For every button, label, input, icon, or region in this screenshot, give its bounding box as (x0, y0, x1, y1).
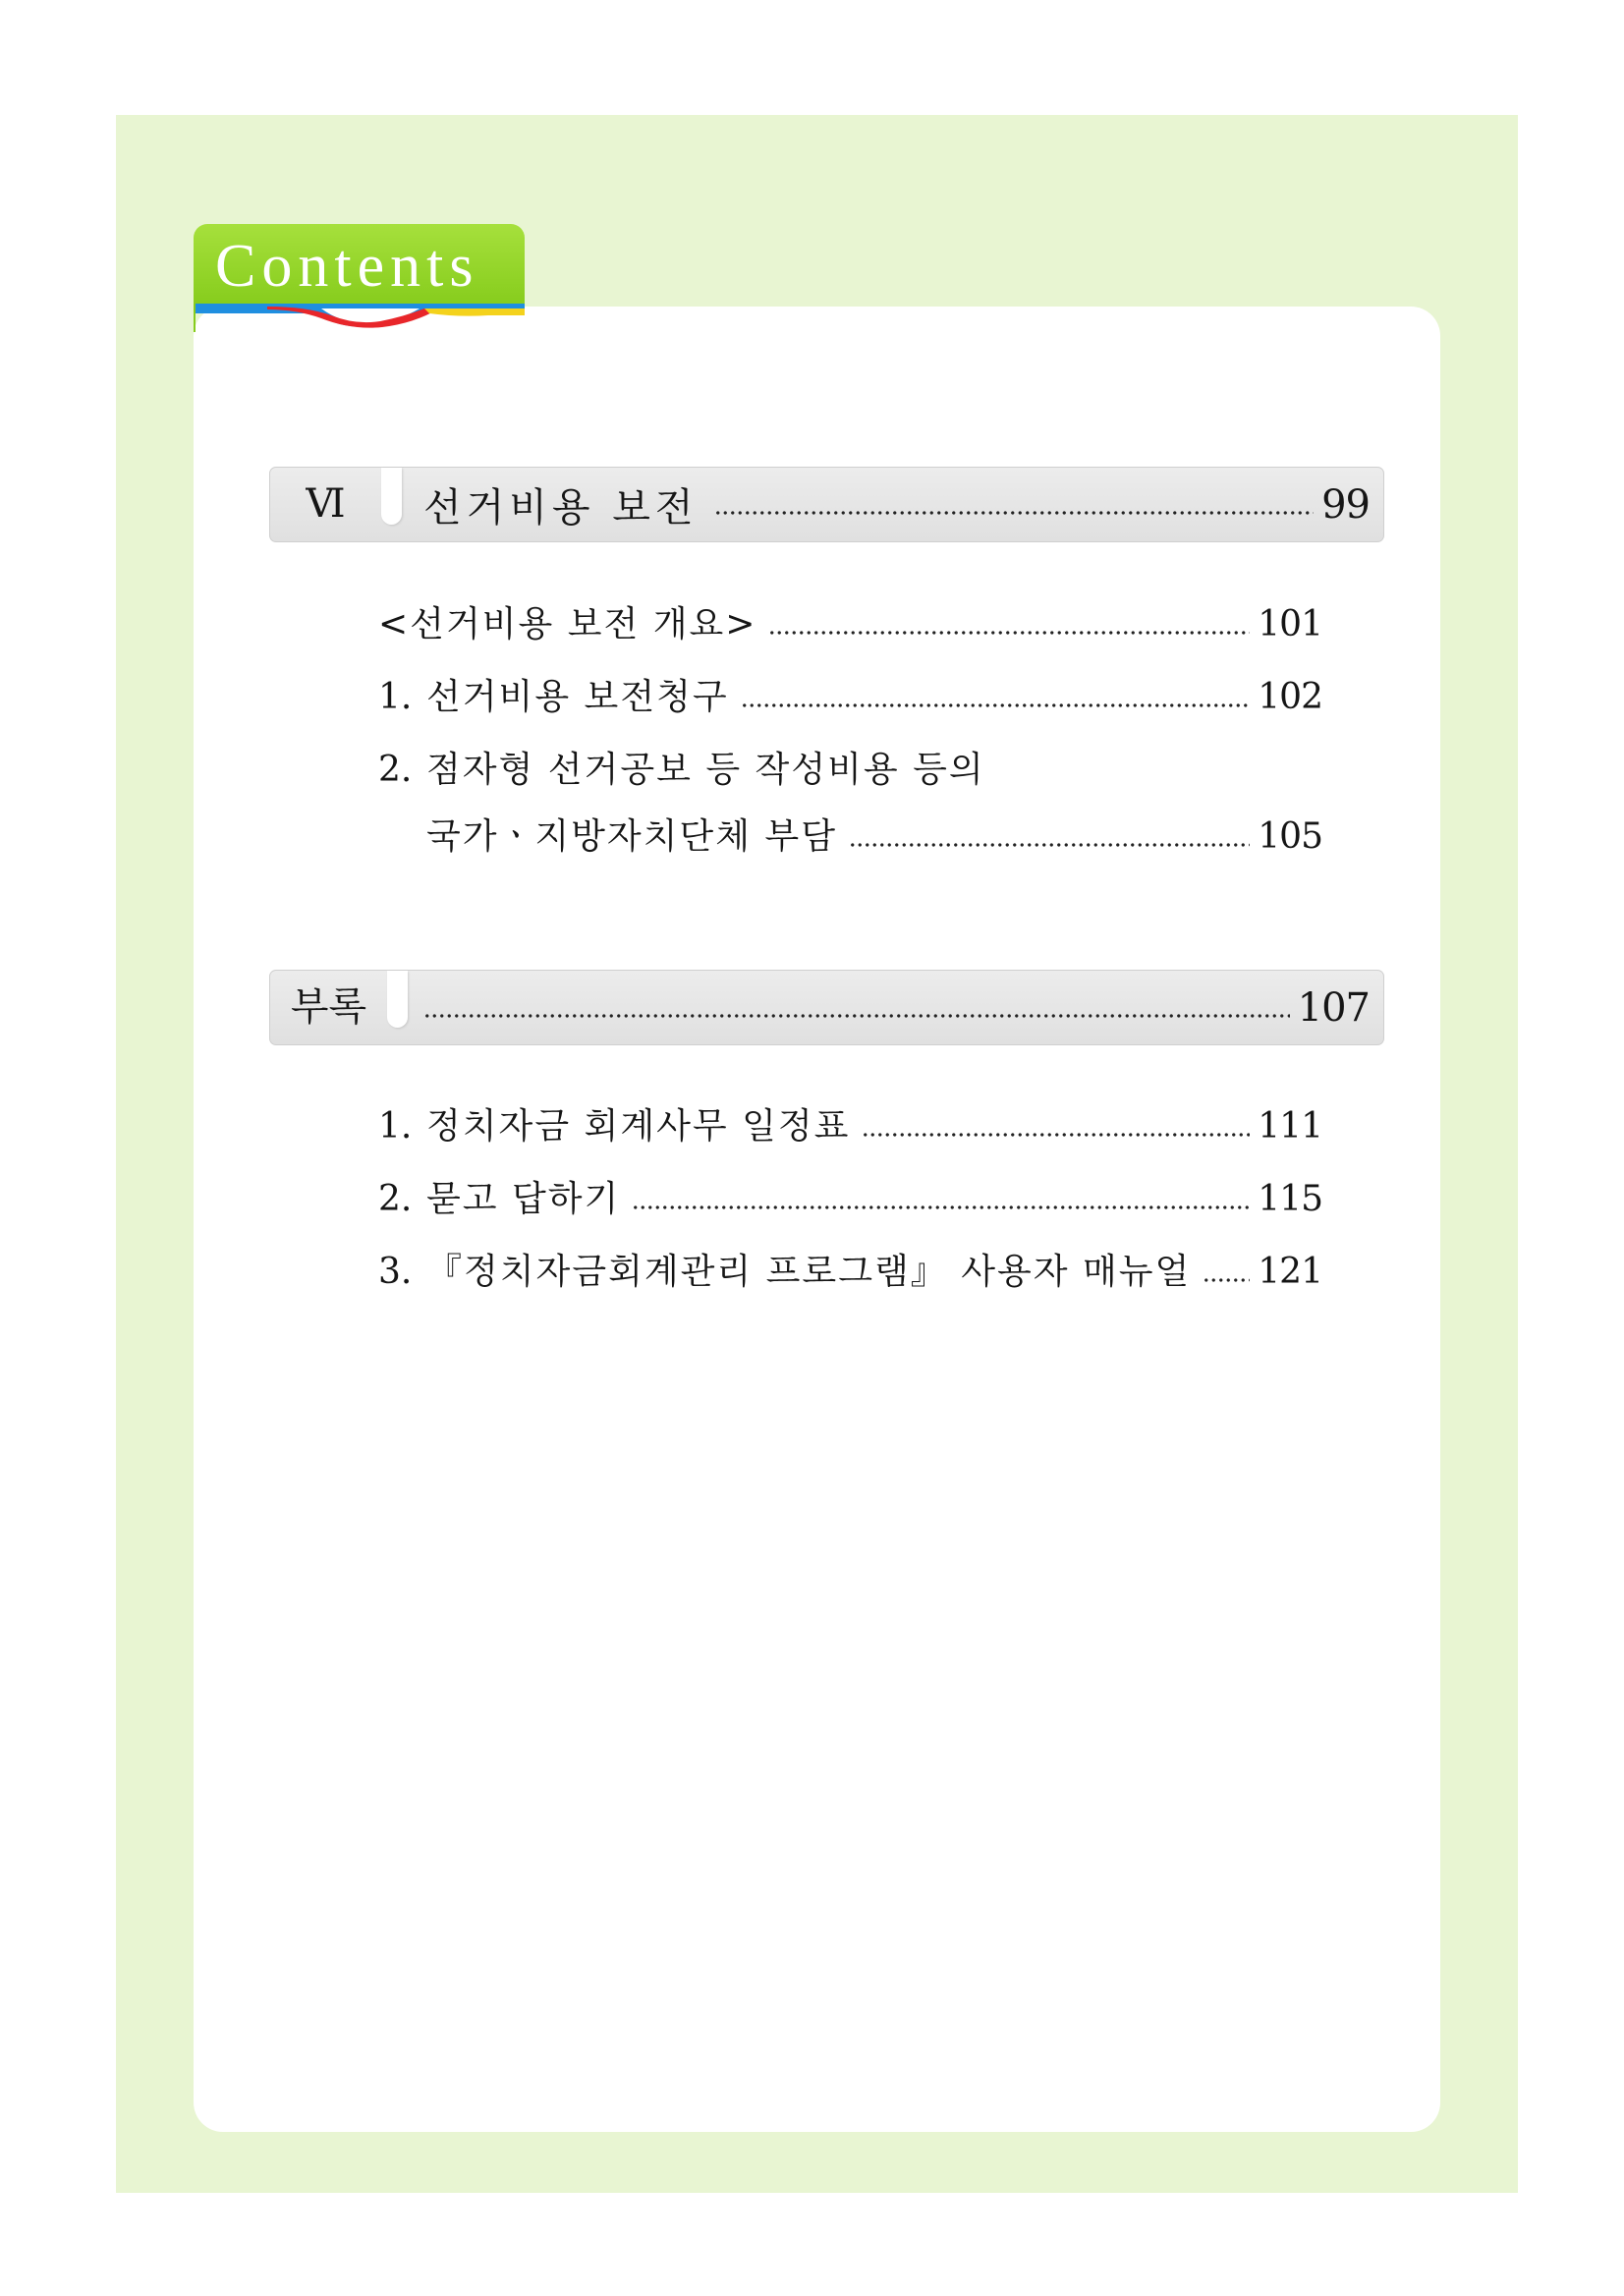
toc-entry[interactable] (378, 737, 1322, 870)
toc-entry[interactable] (378, 1239, 1322, 1306)
entry-title-line-2: 국가ㆍ지방자치단체 부담 (426, 816, 837, 857)
dot-leader (1203, 1277, 1250, 1283)
section-page-number: 107 (1297, 984, 1370, 1031)
dot-leader (849, 842, 1250, 848)
entry-number: 2. (378, 1179, 413, 1219)
toc-entry[interactable] (378, 664, 1322, 731)
entry-page-number: 102 (1258, 677, 1322, 717)
dot-leader (423, 1013, 1290, 1019)
section-label: 부록 (290, 984, 367, 1030)
entry-title: 묻고 답하기 (426, 1179, 621, 1219)
section-6-entries (378, 591, 1322, 876)
entry-page-number: 121 (1258, 1252, 1322, 1292)
entry-title: <선거비용 보전 개요> (378, 604, 757, 644)
entry-title: 선거비용 보전청구 (426, 677, 729, 717)
dot-leader (714, 510, 1315, 516)
entry-page-number: 105 (1258, 816, 1322, 857)
entry-page-number: 101 (1258, 604, 1322, 644)
header-divider (387, 971, 408, 1028)
toc-entry[interactable] (378, 1166, 1322, 1233)
entry-number: 1. (378, 1106, 413, 1147)
entry-number: 2. (378, 750, 413, 790)
dot-leader (632, 1204, 1250, 1210)
section-header-appendix[interactable] (269, 970, 1384, 1045)
section-header-6[interactable] (269, 467, 1384, 542)
entry-page-number: 111 (1258, 1106, 1322, 1147)
toc-entry-overview[interactable] (378, 591, 1322, 658)
dot-leader (862, 1132, 1250, 1138)
entry-title: 정치자금 회계사무 일정표 (426, 1106, 851, 1147)
appendix-entries (378, 1093, 1322, 1312)
entry-number: 3. (378, 1252, 413, 1292)
contents-title: Contents (215, 233, 479, 300)
entry-title: 『정치자금회계관리 프로그램』 사용자 매뉴얼 (426, 1252, 1192, 1292)
entry-page-number: 115 (1258, 1179, 1322, 1219)
contents-tab (194, 224, 525, 307)
dot-leader (768, 630, 1250, 636)
entry-number: 1. (378, 677, 413, 717)
section-title: 선거비용 보전 (423, 485, 699, 531)
tab-color-stripes (194, 304, 525, 333)
header-divider (381, 468, 402, 525)
dot-leader (741, 702, 1251, 708)
toc-entry[interactable] (378, 1093, 1322, 1160)
entry-title-line-1: 점자형 선거공보 등 작성비용 등의 (426, 750, 985, 790)
section-number: Ⅵ (306, 481, 346, 527)
section-page-number: 99 (1321, 481, 1370, 528)
